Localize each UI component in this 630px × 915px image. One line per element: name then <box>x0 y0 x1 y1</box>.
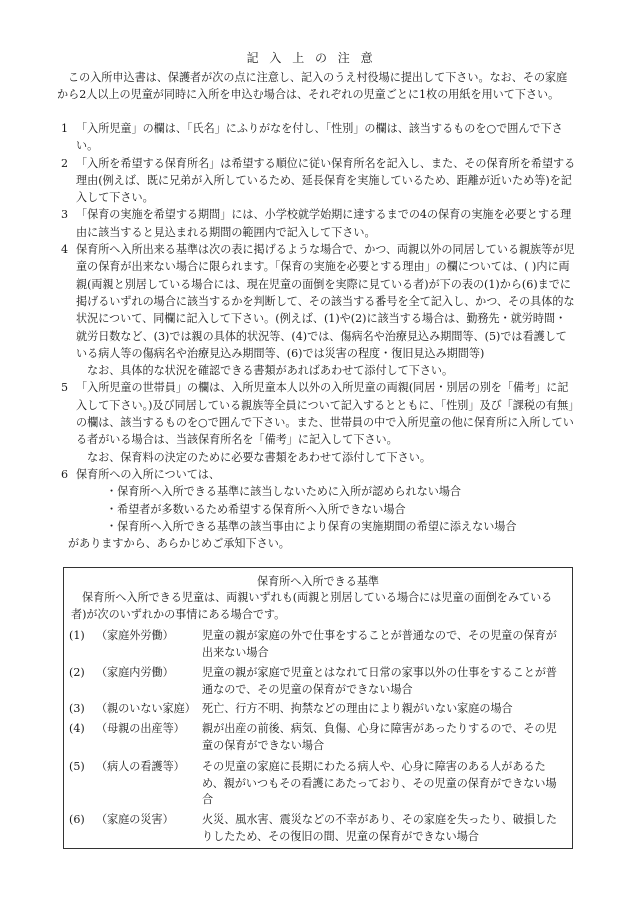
item-text: 「入所を希望する保育所名」は希望する順位に従い保育所名を記入し、また、その保育所を希望する理由(例えば、既に兄弟が入所しているため、延長保育を実施しているため、距離が近いため等)を記入して下さい。 <box>76 156 576 205</box>
note-item-5 <box>57 379 576 465</box>
note-item-4 <box>57 241 576 379</box>
criterion-description: 児童の親が家庭で児童とはなれて日常の家事以外の仕事をすることが普通なので、その児童の保育ができない場合 <box>202 666 558 696</box>
bullet-item: ・保育所へ入所できる基準の該当事由により保育の実施期間の希望に添えない場合 <box>106 519 517 533</box>
item-text: 「保育の実施を希望する期間」には、小学校就学始期に達するまでの4の保育の実施を必要とする理由に該当すると見込まれる期間の範囲内で記入して下さい。 <box>76 208 572 239</box>
criterion-description: 児童の親が家庭の外で仕事をすることが普通なので、その児童の保育が出来ない場合 <box>202 629 557 659</box>
intro-paragraph: この入所申込書は、保護者が次の点に注意し、記入のうえ村役場に提出して下さい。なお、その家庭から2人以上の児童が同時に入所を申込む場合は、それぞれの児童ごとに1枚の用紙を用いて下さい。 <box>57 71 568 102</box>
criterion-category: （家庭の災害） <box>96 813 174 826</box>
note-item-1 <box>57 120 576 155</box>
criterion-description: その児童の家庭に長期にわたる病人や、心身に障害のある人があるため、親がいつもその看護にあたっており、その児童の保育ができない場合 <box>202 760 557 806</box>
item-text: 保育所へ入所出来る基準は次の表に掲げるような場合で、かつ、両親以外の同居している親族等が児童の保育が出来ない場合に限られます。「保育の実施を必要とする理由」の欄については、( )内に両親(両親と別居している場合には、現在児童の面倒を実際に見ている者)が下の表の(1)から(6)までに掲げるいずれの場合に該当するかを判断して、その該当する番号を全て記入し、かつ、その具体的な状況について、同欄に記入して下さい。(例えば、(1)や(2)に該当する場合は、勤務先・就労時間・就労日数など、(3)では親の具体的状況等、(4)では、傷病名や治療見込み期間等、(5)では看護している病人等の傷病名や治療見込み期間等、(6)では災害の程度・復旧見込み期間等) <box>76 243 575 360</box>
note-item-6 <box>57 466 576 552</box>
criterion-number: (5) <box>69 760 85 773</box>
criterion-number: (1) <box>69 629 85 642</box>
page-title: 記入上の注意 <box>246 51 384 65</box>
item-text: 「入所児童の世帯員」の欄は、入所児童本人以外の入所児童の両親(同居・別居の別を「備考」に記入して下さい。)及び同居している親族等全員について記入するとともに、「性別」及び「課税の有無」の欄は、該当するものを○で囲んで下さい。また、世帯員の中で入所児童の他に保育所に入所している者がいる場合は、当該保育所名を「備考」に記入して下さい。 <box>76 381 574 447</box>
criterion-description: 親が出産の前後、病気、負傷、心身に障害があったりするので、その児童の保育ができない場合 <box>202 722 557 752</box>
item-note: なお、保育料の決定のために必要な書類をあわせて添付して下さい。 <box>87 450 431 464</box>
bullet-item: ・希望者が多数いるため希望する保育所へ入所できない場合 <box>106 502 406 516</box>
criteria-box-title: 保育所へ入所できる基準 <box>256 575 380 588</box>
criterion-number: (3) <box>69 702 85 715</box>
note-item-3 <box>57 206 576 241</box>
closing-text: がありますから、あらかじめご承知下さい。 <box>68 537 290 551</box>
item-number: 3 <box>61 208 69 222</box>
item-text: 「入所児童」の欄は、「氏名」にふりがなを付し、「性別」の欄は、該当するものを○で囲んで下さい。 <box>76 122 563 153</box>
item-number: 2 <box>61 156 69 170</box>
criterion-category: （家庭外労働） <box>96 629 174 642</box>
criterion-description: 死亡、行方不明、拘禁などの理由により親がいない家庭の場合 <box>202 702 513 715</box>
criteria-box <box>63 567 573 849</box>
item-text: 保育所への入所については、 <box>76 467 220 481</box>
note-item-2 <box>57 155 576 207</box>
bullet-item: ・保育所へ入所できる基準に該当しないために入所が認められない場合 <box>106 485 462 499</box>
criterion-category: （親のいない家庭） <box>96 702 196 715</box>
item-number: 5 <box>61 381 69 395</box>
criterion-category: （家庭内労働） <box>96 666 174 679</box>
item-number: 4 <box>61 243 69 257</box>
notes-list <box>57 120 576 552</box>
criterion-number: (4) <box>69 722 85 735</box>
criterion-number: (6) <box>69 813 85 826</box>
criterion-category: （病人の看護等） <box>96 760 185 773</box>
criteria-box-intro: 保育所へ入所できる児童は、両親いずれも(両親と別居している場合には児童の面倒をみている者)が次のいずれかの事情にある場合です。 <box>71 591 553 621</box>
item-note: なお、具体的な状況を確認できる書類があればあわせて添付して下さい。 <box>87 364 454 378</box>
criterion-description: 火災、風水害、震災などの不幸があり、その家庭を失ったり、破損したりしたため、その復旧の間、児童の保育ができない場合 <box>202 813 558 843</box>
item-number: 6 <box>61 467 69 481</box>
criterion-number: (2) <box>69 666 85 679</box>
item-number: 1 <box>61 122 69 135</box>
criterion-category: （母親の出産等） <box>96 722 185 735</box>
